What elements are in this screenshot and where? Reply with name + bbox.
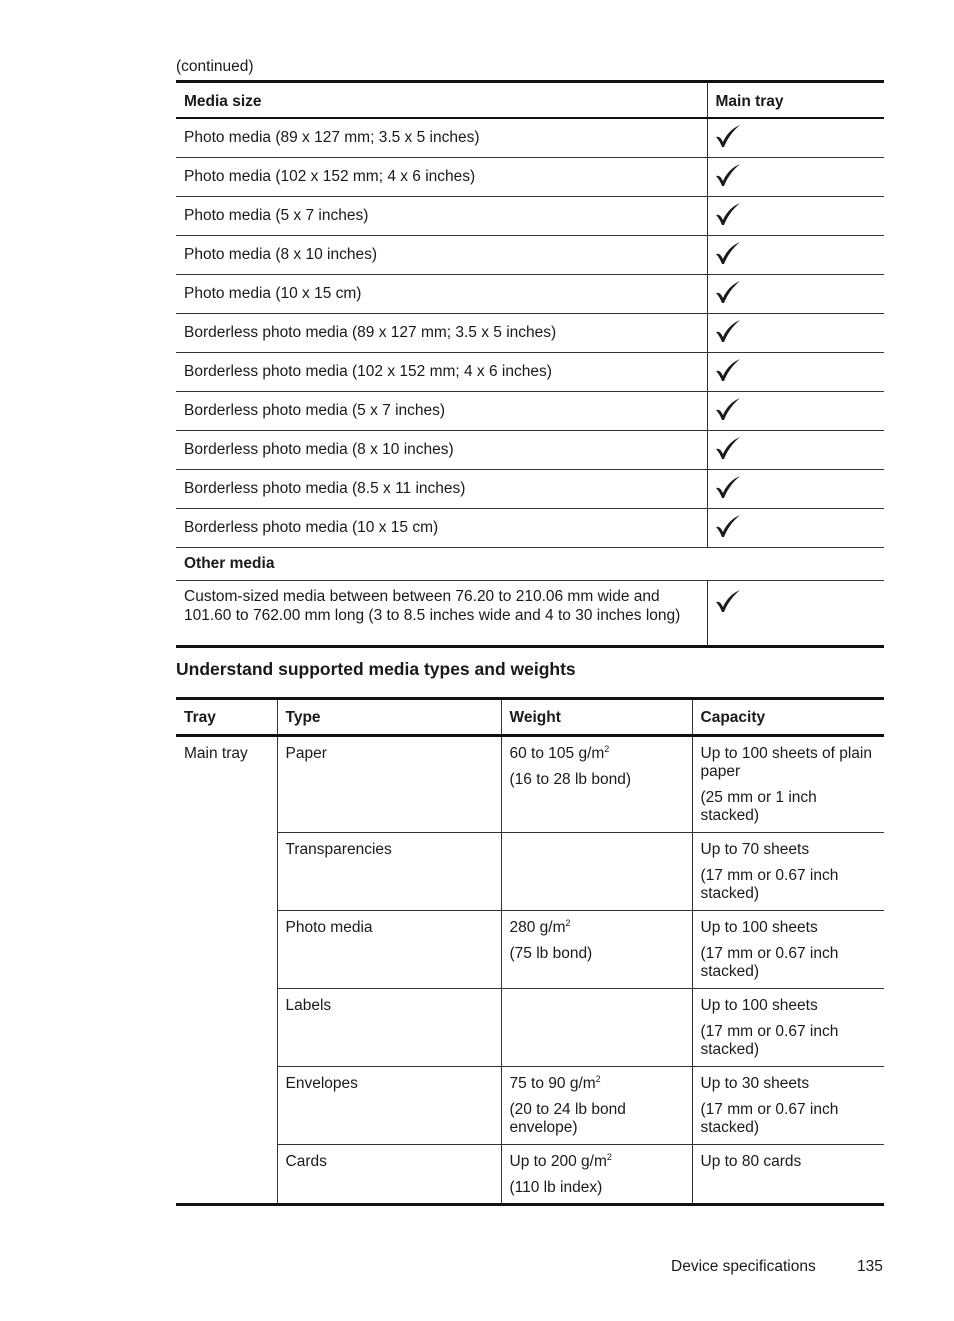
tray-cell: Main tray [176, 736, 277, 1205]
checkmark-icon [714, 163, 742, 187]
header-type: Type [277, 699, 501, 736]
table-row [176, 1067, 884, 1145]
weight-metric-value: 280 g/m [509, 919, 566, 936]
table-row [176, 197, 884, 236]
media-size-label: Borderless photo media (10 x 15 cm) [176, 509, 707, 548]
media-size-label: Photo media (89 x 127 mm; 3.5 x 5 inches) [176, 118, 707, 158]
capacity-cell [692, 1067, 884, 1145]
weight-cell [501, 736, 692, 833]
main-tray-support-cell [707, 509, 884, 548]
weight-metric-value: 75 to 90 g/m [509, 1075, 596, 1092]
media-type-cell: Cards [277, 1145, 501, 1205]
checkmark-icon [714, 202, 742, 226]
weight-imperial: (110 lb index) [509, 1179, 603, 1196]
capacity-cell [692, 1145, 884, 1205]
checkmark-icon [714, 358, 742, 382]
capacity-cell [692, 833, 884, 911]
footer-section-label: Device specifications [671, 1258, 816, 1275]
main-tray-support-cell [707, 236, 884, 275]
checkmark-icon [714, 475, 742, 499]
media-size-label: Borderless photo media (8 x 10 inches) [176, 431, 707, 470]
table-row [176, 314, 884, 353]
checkmark-icon [714, 397, 742, 421]
custom-media-label [176, 581, 707, 647]
weight-unit-exponent: 2 [606, 1152, 612, 1162]
capacity-cell [692, 911, 884, 989]
media-type-cell: Photo media [277, 911, 501, 989]
capacity-sheets: Up to 100 sheets [700, 919, 818, 936]
main-tray-support-cell [707, 158, 884, 197]
media-size-label: Photo media (8 x 10 inches) [176, 236, 707, 275]
weight-metric-value: 60 to 105 g/m [509, 745, 605, 762]
main-tray-support-cell [707, 431, 884, 470]
main-tray-support-cell [707, 314, 884, 353]
checkmark-icon [714, 514, 742, 538]
media-size-label: Photo media (10 x 15 cm) [176, 275, 707, 314]
main-tray-support-cell [707, 275, 884, 314]
weight-metric [510, 745, 684, 763]
checkmark-icon [714, 436, 742, 460]
table-row [176, 509, 884, 548]
header-weight: Weight [501, 699, 692, 736]
custom-media-line-2: 101.60 to 762.00 mm long (3 to 8.5 inches wide and 4 to 30 inches long) [184, 607, 681, 624]
checkmark-icon [714, 589, 742, 613]
table-row [176, 736, 884, 833]
media-size-label: Photo media (5 x 7 inches) [176, 197, 707, 236]
header-tray: Tray [176, 699, 277, 736]
media-size-table [176, 80, 884, 648]
main-tray-support-cell [707, 392, 884, 431]
table-header-row [176, 82, 884, 119]
media-types-weights-table [176, 697, 884, 1206]
table-header-row [176, 699, 884, 736]
weight-cell [501, 1145, 692, 1205]
weight-unit-exponent: 2 [604, 744, 610, 754]
capacity-stack-height: (17 mm or 0.67 inch stacked) [700, 1023, 839, 1058]
section-heading: Understand supported media types and weights [176, 659, 576, 679]
weight-cell [501, 989, 692, 1067]
media-size-label: Borderless photo media (89 x 127 mm; 3.5 x 5 inches) [176, 314, 707, 353]
weight-metric [510, 919, 684, 937]
weight-metric [510, 1075, 684, 1093]
header-media-size: Media size [176, 82, 707, 119]
main-tray-support-cell [707, 353, 884, 392]
table-row [176, 911, 884, 989]
capacity-stack-height: (17 mm or 0.67 inch stacked) [700, 945, 839, 980]
section-label: Other media [176, 548, 884, 581]
table-row [176, 989, 884, 1067]
table-row [176, 1145, 884, 1205]
weight-metric [510, 1153, 684, 1171]
header-capacity: Capacity [692, 699, 884, 736]
capacity-sheets: Up to 100 sheets [700, 997, 818, 1014]
checkmark-icon [714, 124, 742, 148]
main-tray-support-cell [707, 581, 884, 647]
capacity-cell [692, 989, 884, 1067]
continued-note: (continued) [176, 58, 254, 75]
page-number: 135 [857, 1258, 883, 1275]
media-type-cell: Labels [277, 989, 501, 1067]
media-type-cell: Envelopes [277, 1067, 501, 1145]
weight-unit-exponent: 2 [565, 918, 571, 928]
weight-cell [501, 911, 692, 989]
weight-cell [501, 833, 692, 911]
checkmark-icon [714, 319, 742, 343]
custom-media-line-1: Custom-sized media between between 76.20 to 210.06 mm wide and [184, 588, 660, 605]
table-row [176, 470, 884, 509]
weight-cell [501, 1067, 692, 1145]
checkmark-icon [714, 241, 742, 265]
table-row [176, 236, 884, 275]
capacity-cell [692, 736, 884, 833]
section-row-other-media [176, 548, 884, 581]
media-size-label: Photo media (102 x 152 mm; 4 x 6 inches) [176, 158, 707, 197]
weight-imperial: (16 to 28 lb bond) [509, 771, 632, 788]
table-row [176, 353, 884, 392]
media-size-label: Borderless photo media (8.5 x 11 inches) [176, 470, 707, 509]
header-main-tray: Main tray [707, 82, 884, 119]
weight-unit-exponent: 2 [595, 1074, 601, 1084]
table-row [176, 431, 884, 470]
table-row [176, 833, 884, 911]
capacity-stack-height: (17 mm or 0.67 inch stacked) [700, 867, 839, 902]
media-size-label: Borderless photo media (102 x 152 mm; 4 x 6 inches) [176, 353, 707, 392]
media-type-cell: Transparencies [277, 833, 501, 911]
weight-imperial: (75 lb bond) [509, 945, 593, 962]
capacity-sheets: Up to 100 sheets of plain paper [700, 745, 872, 780]
weight-metric-value: Up to 200 g/m [509, 1153, 607, 1170]
main-tray-support-cell [707, 197, 884, 236]
table-row-custom-media [176, 581, 884, 647]
main-tray-support-cell [707, 470, 884, 509]
table-row [176, 158, 884, 197]
capacity-sheets: Up to 80 cards [700, 1153, 802, 1170]
weight-imperial: (20 to 24 lb bond envelope) [509, 1101, 626, 1136]
checkmark-icon [714, 280, 742, 304]
media-size-label: Borderless photo media (5 x 7 inches) [176, 392, 707, 431]
table-row [176, 392, 884, 431]
capacity-sheets: Up to 70 sheets [700, 841, 810, 858]
table-row [176, 275, 884, 314]
table-row [176, 118, 884, 158]
capacity-stack-height: (17 mm or 0.67 inch stacked) [700, 1101, 839, 1136]
media-type-cell: Paper [277, 736, 501, 833]
main-tray-support-cell [707, 118, 884, 158]
capacity-sheets: Up to 30 sheets [700, 1075, 810, 1092]
capacity-stack-height: (25 mm or 1 inch stacked) [700, 789, 817, 824]
